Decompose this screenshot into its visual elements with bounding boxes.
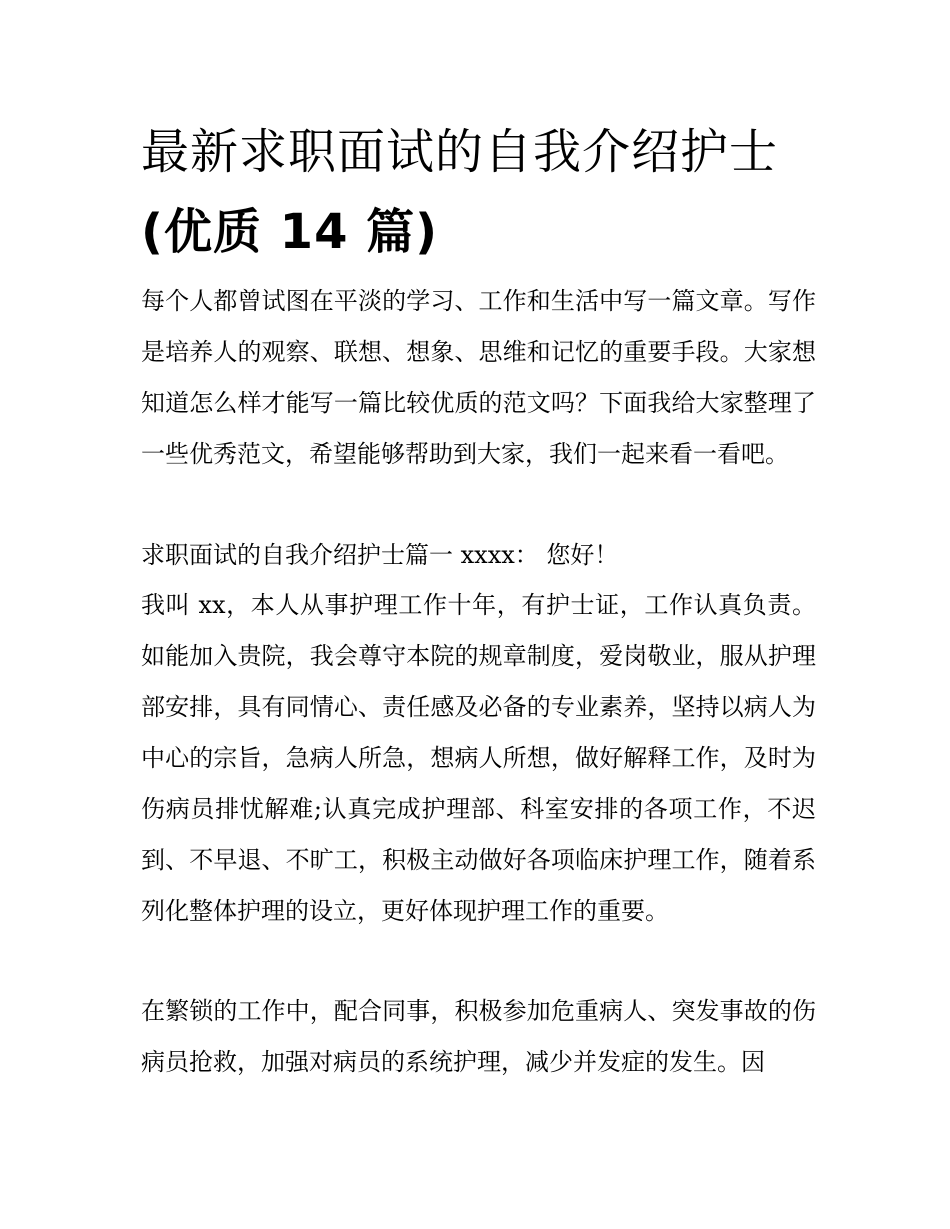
- intro-paragraph: 每个人都曾试图在平淡的学习、工作和生活中写一篇文章。写作是培养人的观察、联想、想象、思维和记忆的重要手段。大家想知道怎么样才能写一篇比较优质的范文吗？下面我给大家整理了一些优秀范文，希望能够帮助到大家，我们一起来看一看吧。: [141, 287, 816, 468]
- title-count: 14: [261, 204, 367, 260]
- title-line-1: 最新求职面试的自我介绍护士: [141, 124, 779, 180]
- body-paragraph: 在繁锁的工作中，配合同事，积极参加危重病人、突发事故的伤病员抢救，加强对病员的系统护理，减少并发症的发生。因: [141, 997, 816, 1076]
- section-heading-paragraph: 求职面试的自我介绍护士篇一 xxxx： 您好！: [141, 541, 619, 569]
- title-paren-open: (优质: [141, 204, 262, 260]
- document-title: [141, 112, 821, 272]
- title-paren-close: 篇): [366, 204, 439, 260]
- body-paragraph: 我叫 xx，本人从事护理工作十年，有护士证，工作认真负责。如能加入贵院，我会尊守本院的规章制度，爱岗敬业，服从护理部安排，具有同情心、责任感及必备的专业素养，坚持以病人为中心的宗旨，急病人所急，想病人所想，做好解释工作，及时为伤病员排忧解难;认真完成护理部、科室安排的各项工作，不迟到、不早退、不旷工，积极主动做好各项临床护理工作，随着系列化整体护理的设立，更好体现护理工作的重要。: [141, 591, 816, 925]
